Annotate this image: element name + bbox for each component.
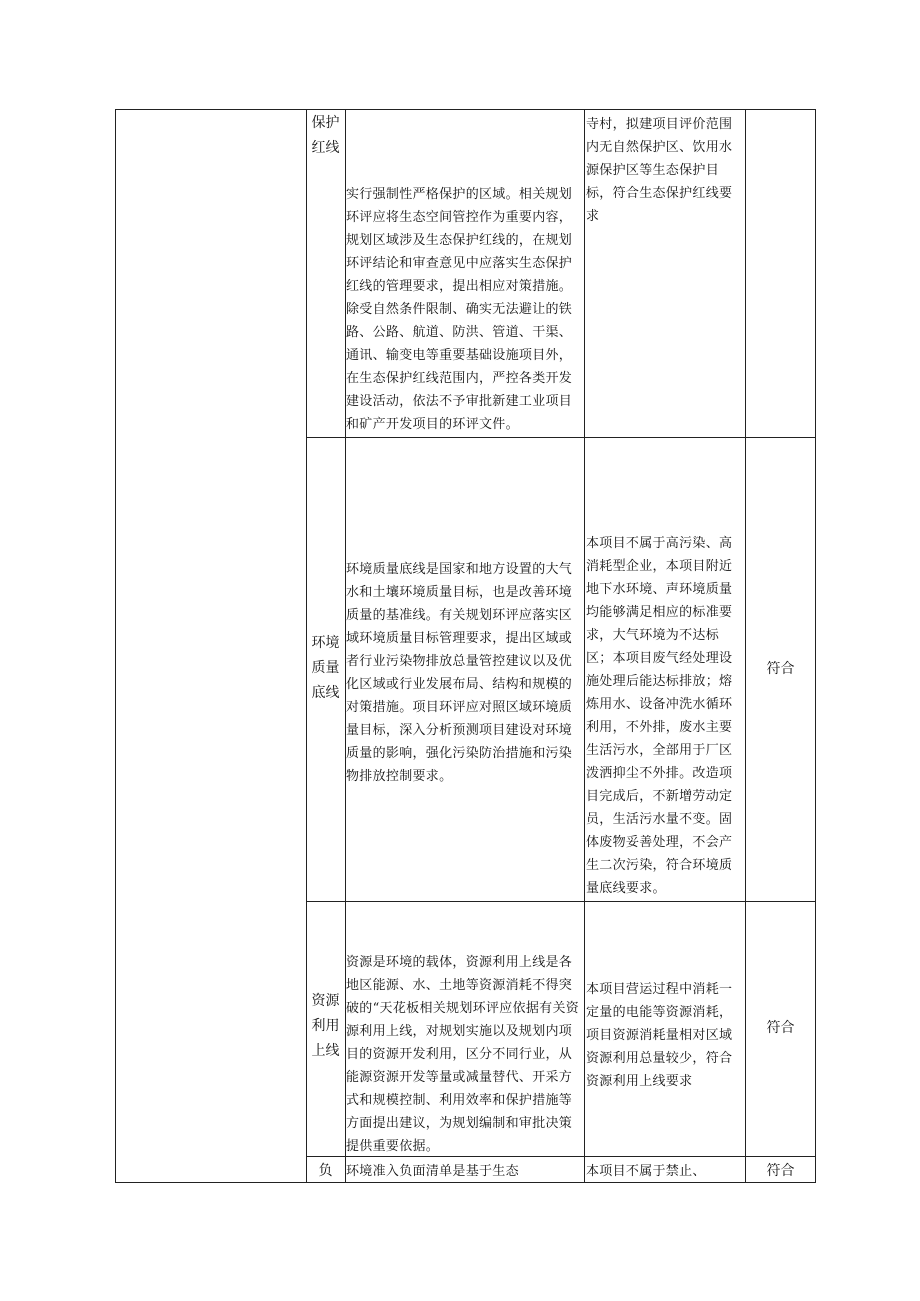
- row-4-requirement: 环境准入负面清单是基于生态: [346, 1164, 519, 1179]
- row-4-conclusion: 符合: [766, 1163, 795, 1179]
- row-1-requirement: 实行强制性严格保护的区域。相关规划环评应将生态空间管控作为重要内容，规划区域涉及生态保护红线的，在规划环评结论和审查意见中应落实生态保护红线的管理要求，提出相应对策措施。除受自然条件限制、确实无法避让的铁路、公路、航道、防洪、管道、干渠、通讯、输变电等重要基础设施项目外，在生态保护红线范围内，严控各类开发建设活动，依法不予审批新建工业项目和矿产开发项目的环评文件。: [346, 187, 573, 432]
- table-border-left: [115, 109, 116, 1183]
- row-3-conclusion: 符合: [766, 1020, 795, 1036]
- row-1-category: 保护 红线: [311, 115, 340, 156]
- row-divider: [306, 437, 816, 438]
- row-2-conclusion: 符合: [766, 661, 795, 677]
- row-2-analysis: 本项目不属于高污染、高消耗型企业，本项目附近地下水环境、声环境质量均能够满足相应的标准要求，大气环境为不达标区；本项目废气经处理设施处理后能达标排放；熔炼用水、设备冲洗水循环利用，不外排，废水主要生活污水，全部用于厂区泼洒抑尘不外排。改造项目完成后，不新增劳动定员，生活污水量不变。固体废物妥善处理，不会产生二次污染，符合环境质量底线要求。: [586, 536, 733, 896]
- row-3-category: 资源 利用 上线: [311, 993, 340, 1059]
- row-2-requirement: 环境质量底线是国家和地方设置的大气水和土壤环境质量目标，也是改善环境质量的基准线。有关规划环评应落实区域环境质量目标管理要求，提出区域或者行业污染物排放总量管控建议以及优化区域或行业发展布局、结构和规模的对策措施。项目环评应对照区域环境质量目标，深入分析预测项目建设对环境质量的影响，强化污染防治措施和污染物排放控制要求。: [346, 562, 573, 784]
- row-2-category: 环境 质量 底线: [311, 635, 340, 701]
- row-divider: [306, 901, 816, 902]
- column-divider: [584, 109, 585, 1183]
- row-3-analysis: 本项目营运过程中消耗一定量的电能等资源消耗，项目资源消耗量相对区域资源利用总量较少，符合资源利用上线要求: [586, 982, 733, 1089]
- row-1-analysis: 寺村，拟建项目评价范围内无自然保护区、饮用水源保护区等生态保护目标，符合生态保护红线要求: [586, 117, 733, 224]
- compliance-table: [115, 109, 816, 1183]
- table-border-top: [115, 109, 816, 110]
- table-border-right: [815, 109, 816, 1183]
- row-4-category: 负: [318, 1163, 333, 1179]
- row-4-analysis: 本项目不属于禁止、: [586, 1164, 706, 1179]
- row-3-requirement: 资源是环境的载体，资源利用上线是各地区能源、水、土地等资源消耗不得突破的“天花板相关规划环评应依据有关资源利用上线，对规划实施以及规划内项目的资源开发利用，区分不同行业，从能源资源开发等量或减量替代、开采方式和规模控制、利用效率和保护措施等方面提出建议，为规划编制和审批决策提供重要依据。: [346, 955, 580, 1154]
